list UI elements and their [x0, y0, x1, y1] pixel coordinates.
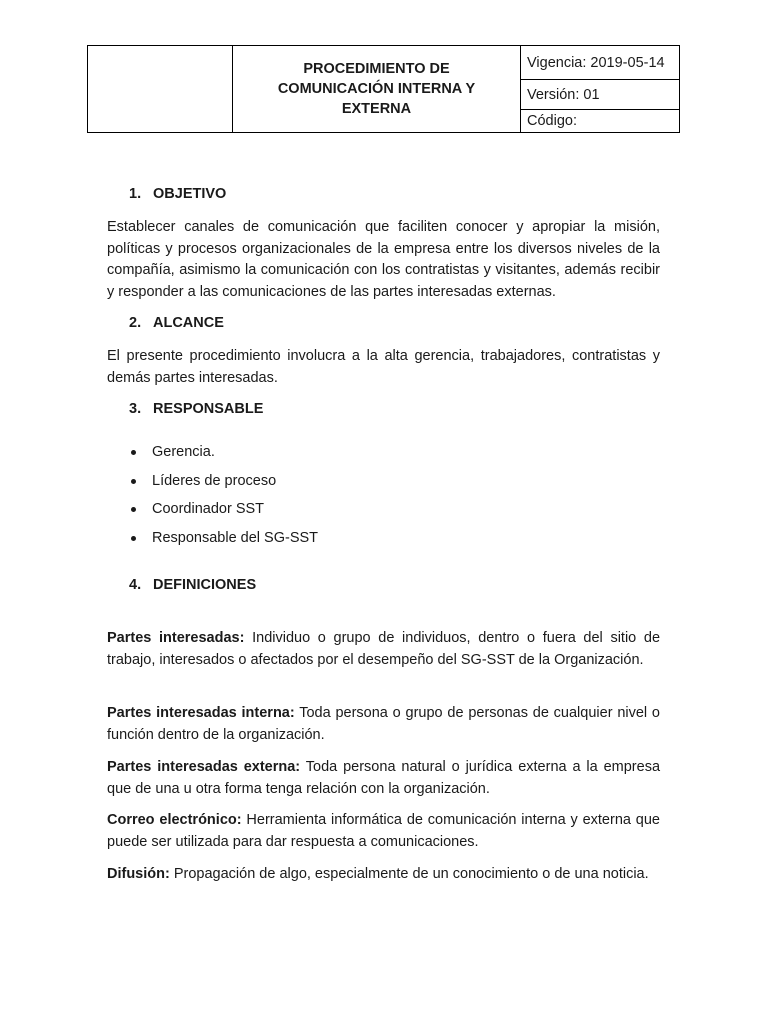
- definition-item: [107, 757, 660, 800]
- list-item: Líderes de proceso: [129, 471, 318, 500]
- codigo-cell: Código:: [527, 113, 577, 129]
- section-title: ALCANCE: [153, 315, 224, 331]
- list-item: Responsable del SG-SST: [129, 528, 318, 557]
- section-heading-responsable: [129, 399, 263, 419]
- definition-term: Partes interesadas interna:: [107, 705, 295, 721]
- definition-term: Partes interesadas:: [107, 630, 245, 646]
- document-meta: [521, 46, 679, 132]
- alcance-paragraph: El presente procedimiento involucra a la alta gerencia, trabajadores, contratistas y demás partes interesadas.: [107, 348, 660, 386]
- section-number: 1.: [129, 186, 142, 202]
- definition-text: Toda persona natural o jurídica externa a la empresa que de una u otra forma tenga relación con la organización.: [107, 759, 661, 797]
- definition-term: Difusión:: [107, 866, 170, 882]
- section-heading-definiciones: [129, 575, 256, 595]
- document-title: PROCEDIMIENTO DE COMUNICACIÓN INTERNA Y EXTERNA: [233, 46, 521, 132]
- section-number: 2.: [129, 315, 142, 331]
- definition-text: Propagación de algo, especialmente de un conocimiento o de una noticia.: [169, 866, 649, 882]
- list-item: Gerencia.: [129, 442, 318, 471]
- definition-text: Herramienta informática de comunicación interna y externa que puede ser utilizada para dar respuesta a comunicaciones.: [107, 812, 660, 850]
- definition-item: [107, 810, 660, 853]
- responsable-list: [129, 442, 318, 556]
- section-title: RESPONSABLE: [153, 401, 264, 417]
- logo-cell: [88, 46, 233, 132]
- section-title: DEFINICIONES: [153, 577, 257, 593]
- section-title: OBJETIVO: [153, 186, 227, 202]
- definition-term: Correo electrónico:: [107, 812, 242, 828]
- document-header: [87, 45, 680, 133]
- definition-item: [107, 703, 660, 746]
- list-item: Coordinador SST: [129, 499, 318, 528]
- definition-item: [107, 628, 660, 671]
- definition-item: [107, 864, 660, 886]
- definition-text: Toda persona o grupo de personas de cualquier nivel o función dentro de la organización.: [107, 705, 660, 743]
- definition-text: Individuo o grupo de individuos, dentro o fuera del sitio de trabajo, interesados o afectados por el desempeño del SG-SST de la Organización.: [107, 630, 661, 668]
- section-heading-objetivo: [129, 184, 226, 204]
- definition-term: Partes interesadas externa:: [107, 759, 301, 775]
- section-heading-alcance: [129, 313, 224, 333]
- vigencia-cell: Vigencia: 2019-05-14: [521, 46, 679, 80]
- section-number: 3.: [129, 401, 142, 417]
- version-cell: Versión: 01: [521, 80, 679, 110]
- section-number: 4.: [129, 577, 142, 593]
- objetivo-paragraph: Establecer canales de comunicación que faciliten conocer y apropiar la misión, políticas y procesos organizacionales de la empresa entre los diversos niveles de la compañía, asimismo la comunicación con los contratistas y visitantes, además recibir y responder a las comunicaciones de las partes interesadas externas.: [107, 219, 660, 300]
